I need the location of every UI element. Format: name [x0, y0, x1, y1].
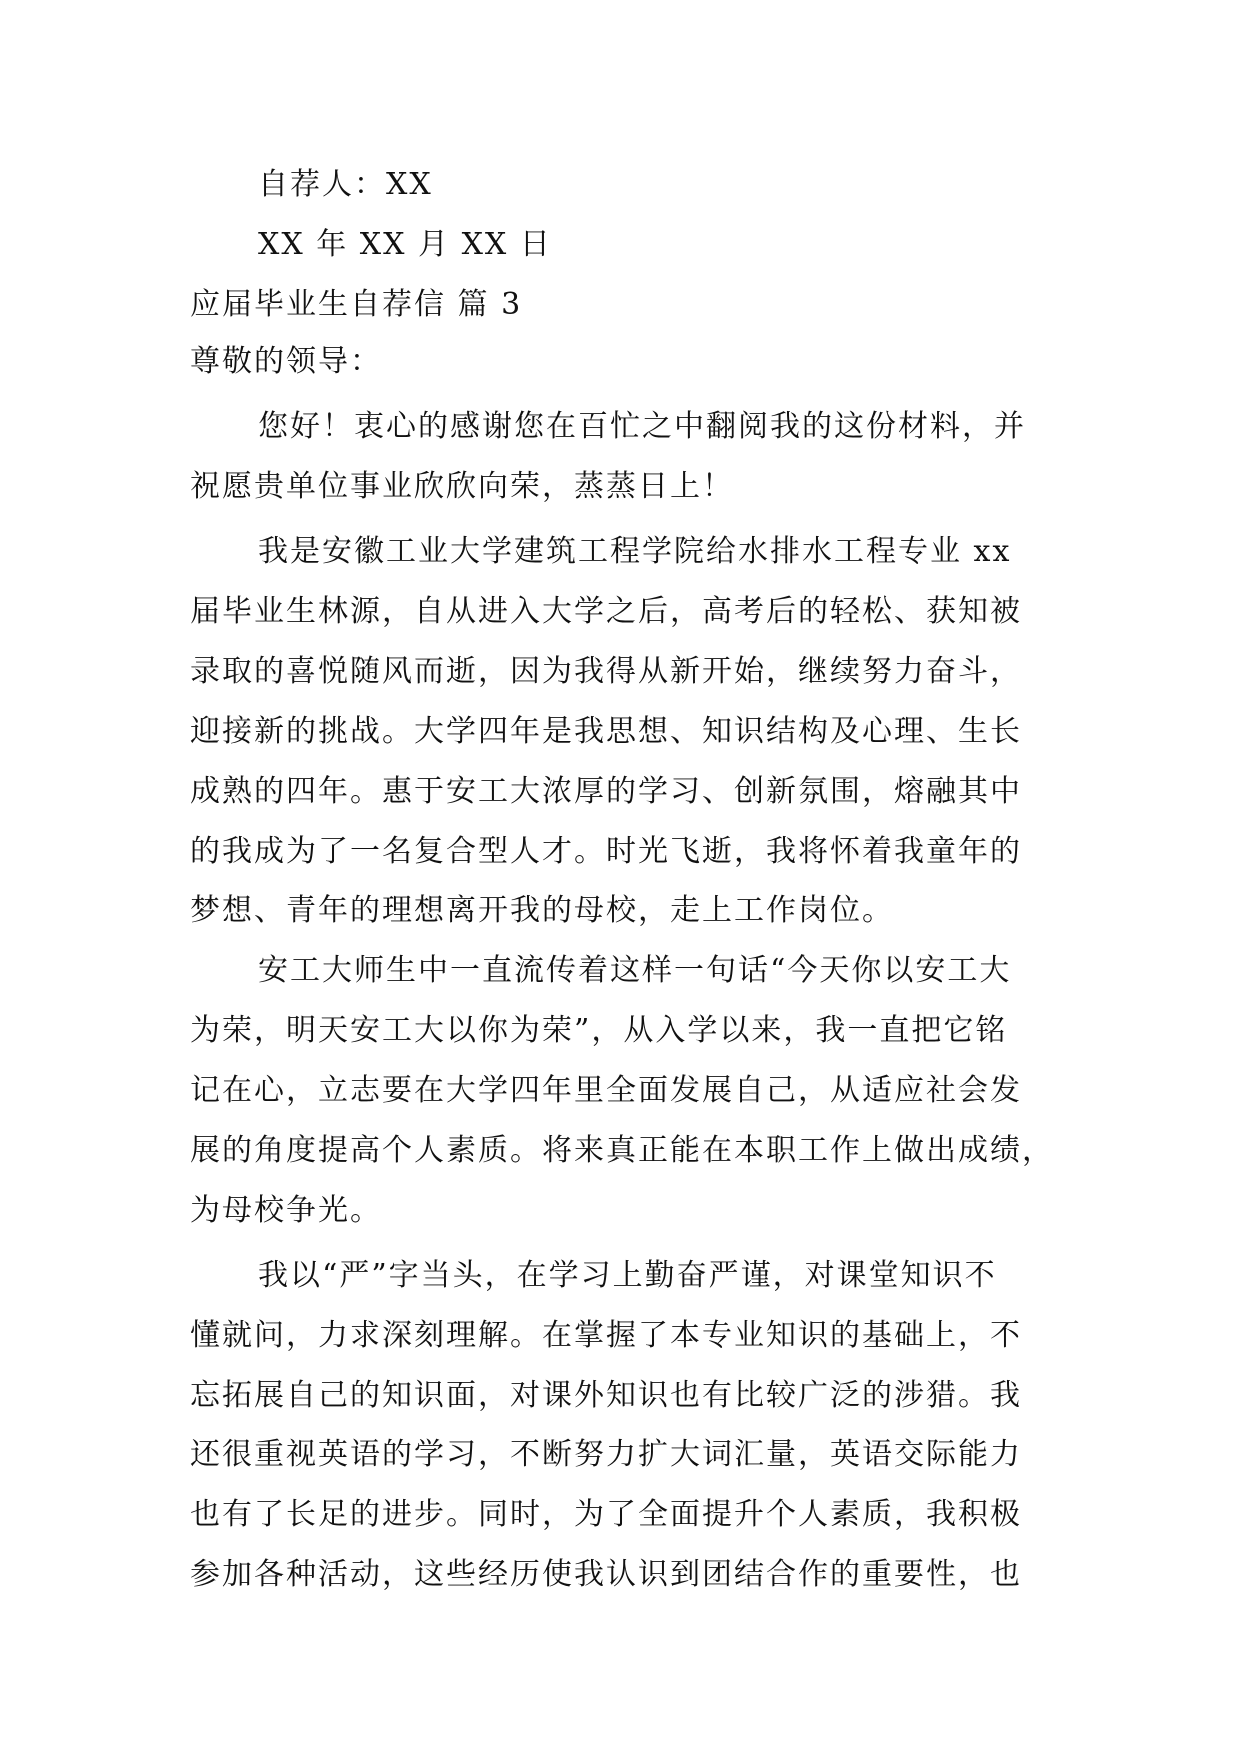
- paragraph-line: 成熟的四年。惠于安工大浓厚的学习、创新氛围，熔融其中: [190, 774, 1022, 809]
- salutation: 尊敬的领导：: [190, 344, 382, 379]
- paragraph-line: 届毕业生林源，自从进入大学之后，高考后的轻松、获知被: [190, 594, 1022, 629]
- paragraph-line: 迎接新的挑战。大学四年是我思想、知识结构及心理、生长: [190, 714, 1022, 749]
- paragraph-line: 祝愿贵单位事业欣欣向荣，蒸蒸日上！: [190, 469, 734, 504]
- paragraph-line: 梦想、青年的理想离开我的母校，走上工作岗位。: [190, 893, 894, 928]
- date-line: XX 年 XX 月 XX 日: [258, 227, 552, 262]
- paragraph-line: 还很重视英语的学习，不断努力扩大词汇量，英语交际能力: [190, 1437, 1022, 1472]
- paragraph-line: 我是安徽工业大学建筑工程学院给水排水工程专业 xx: [258, 534, 1012, 569]
- paragraph-line: 为母校争光。: [190, 1193, 382, 1228]
- paragraph-line: 我以“严”字当头，在学习上勤奋严谨，对课堂知识不: [258, 1258, 997, 1293]
- paragraph-line: 的我成为了一名复合型人才。时光飞逝，我将怀着我童年的: [190, 834, 1022, 869]
- paragraph-line: 为荣，明天安工大以你为荣”，从入学以来，我一直把它铭: [190, 1013, 1008, 1048]
- paragraph-line: 也有了长足的进步。同时，为了全面提升个人素质，我积极: [190, 1497, 1022, 1532]
- paragraph-line: 忘拓展自己的知识面，对课外知识也有比较广泛的涉猎。我: [190, 1378, 1022, 1413]
- paragraph-line: 参加各种活动，这些经历使我认识到团结合作的重要性，也: [190, 1557, 1022, 1592]
- paragraph-line: 记在心，立志要在大学四年里全面发展自己，从适应社会发: [190, 1073, 1022, 1108]
- signer-line: 自荐人：XX: [258, 167, 433, 202]
- paragraph-line: 懂就问，力求深刻理解。在掌握了本专业知识的基础上，不: [190, 1318, 1022, 1353]
- paragraph-line: 录取的喜悦随风而逝，因为我得从新开始，继续努力奋斗，: [190, 654, 1022, 689]
- paragraph-line: 您好！衷心的感谢您在百忙之中翻阅我的这份材料，并: [258, 409, 1026, 444]
- paragraph-line: 展的角度提高个人素质。将来真正能在本职工作上做出成绩，: [190, 1133, 1054, 1168]
- section-title: 应届毕业生自荐信 篇 3: [190, 287, 523, 322]
- paragraph-line: 安工大师生中一直流传着这样一句话“今天你以安工大: [258, 953, 1012, 988]
